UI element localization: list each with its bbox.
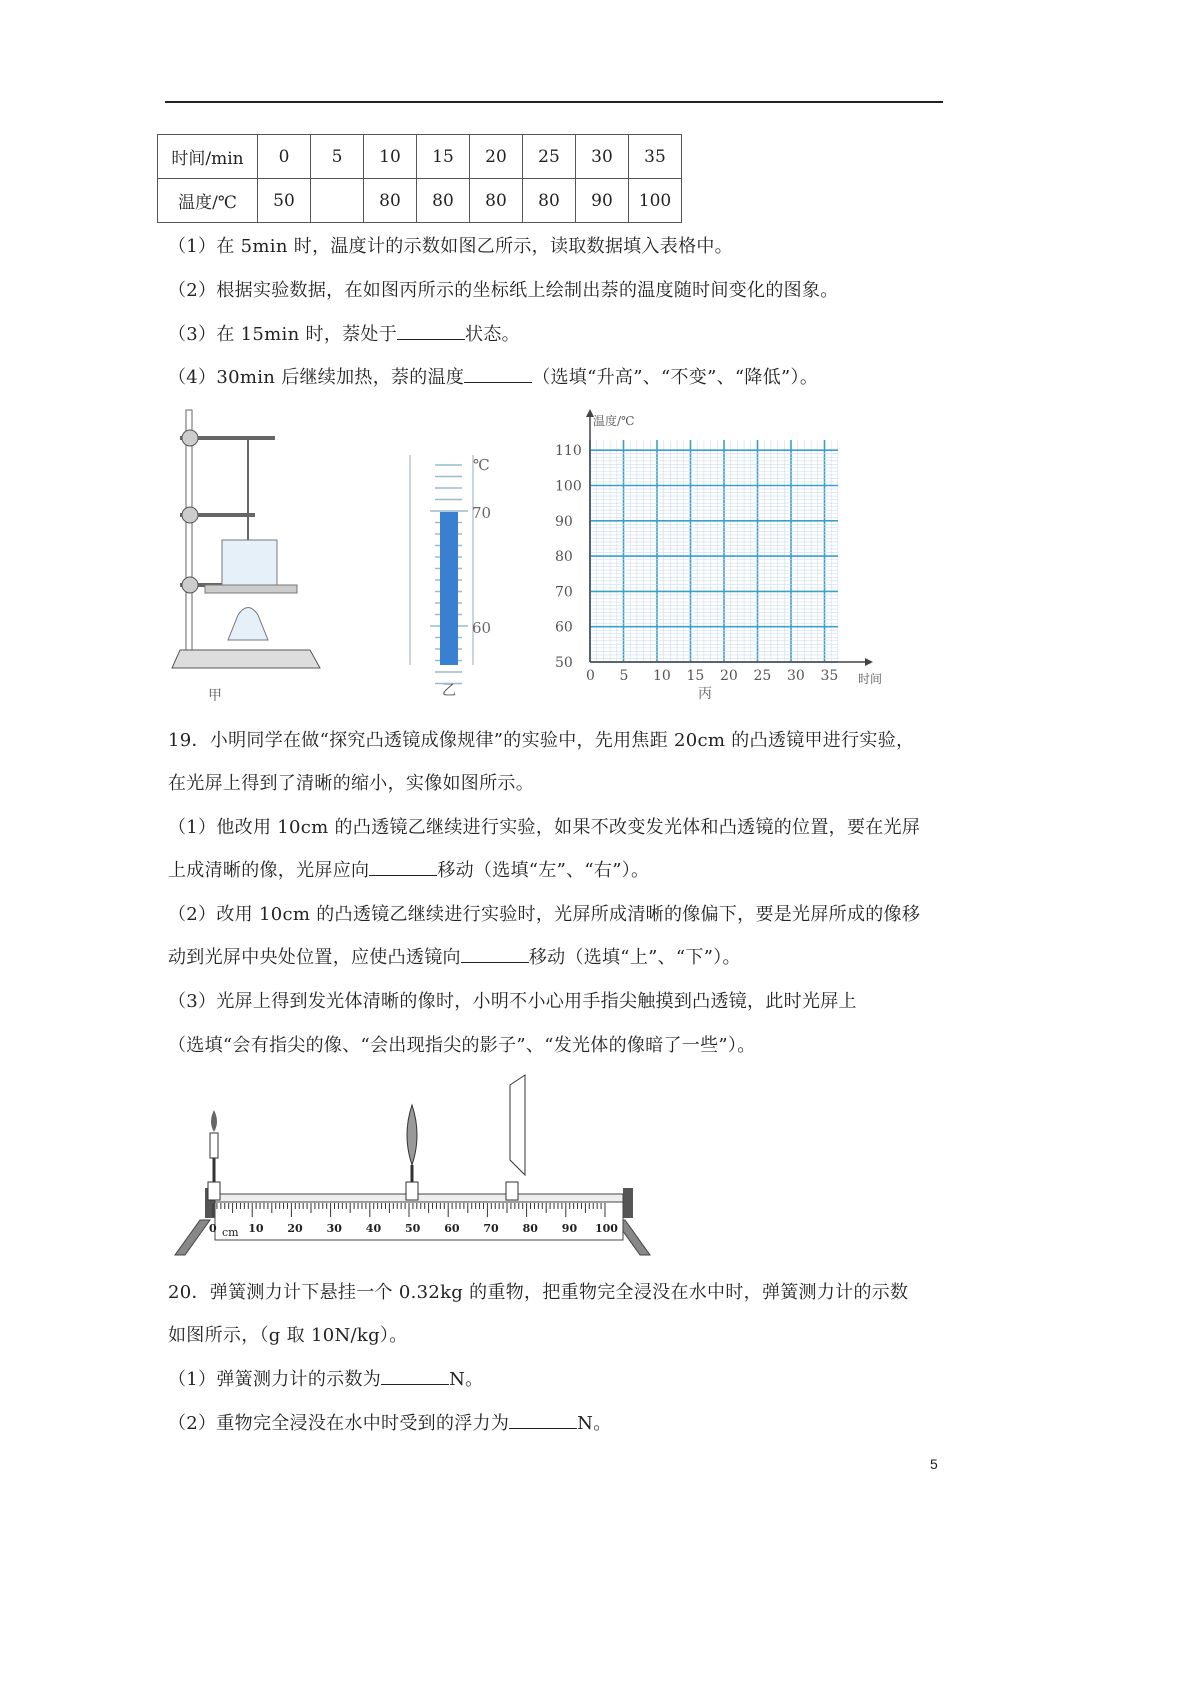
table-cell: 80	[417, 179, 470, 223]
text: （3）在 15min 时，萘处于	[168, 324, 398, 345]
caption-jia: 甲	[208, 688, 222, 704]
q18-sub4	[168, 363, 818, 389]
x-axis-label: 时间	[858, 672, 883, 686]
table-cell: 10	[364, 135, 417, 179]
caption-bing: 丙	[698, 686, 712, 702]
figure-optical-bench	[170, 1070, 670, 1260]
q19-line4	[168, 856, 649, 882]
q20-line3	[168, 1365, 483, 1391]
figure-bing-graph	[540, 405, 900, 705]
y-tick-label: 110	[555, 443, 582, 460]
q19-line7: （3）光屏上得到发光体清晰的像时，小明不小心用手指尖触摸到凸透镜，此时光屏上	[168, 991, 857, 1012]
ruler-label: 0	[209, 1222, 217, 1235]
data-table	[157, 134, 682, 223]
ruler-label: 20	[287, 1222, 303, 1235]
q19-line1: 19．小明同学在做“探究凸透镜成像规律”的实验中，先用焦距 20cm 的凸透镜甲进行实验，	[168, 730, 915, 751]
ruler-label: 40	[365, 1222, 382, 1235]
table-cell: 0	[258, 135, 311, 179]
table-cell: 80	[523, 179, 576, 223]
text: （2）重物完全浸没在水中时受到的浮力为	[168, 1413, 510, 1434]
caption-yi: 乙	[442, 683, 456, 699]
q18-sub1: （1）在 5min 时，温度计的示数如图乙所示，读取数据填入表格中。	[168, 236, 733, 257]
x-tick-label: 25	[753, 668, 772, 684]
table-row	[158, 179, 682, 223]
text: （1）弹簧测力计的示数为	[168, 1369, 382, 1390]
y-axis-label: 温度/℃	[593, 414, 635, 428]
ruler-label: 30	[326, 1222, 342, 1235]
thermo-unit: ℃	[473, 456, 490, 474]
y-tick-label: 70	[555, 584, 573, 601]
text: （选填“升高”、“不变”、“降低”）。	[532, 367, 819, 388]
table-cell: 80	[470, 179, 523, 223]
table-cell: 20	[470, 135, 523, 179]
ruler-label: 100	[595, 1222, 618, 1235]
table-cell: 80	[364, 179, 417, 223]
q19-line3: （1）他改用 10cm 的凸透镜乙继续进行实验，如果不改变发光体和凸透镜的位置，要在光屏	[168, 817, 921, 838]
q19-line2: 在光屏上得到了清晰的缩小，实像如图所示。	[168, 773, 534, 794]
table-cell: 35	[629, 135, 682, 179]
figure-jia-apparatus	[160, 400, 340, 710]
table-cell: 100	[629, 179, 682, 223]
table-header: 温度/℃	[158, 179, 258, 223]
header-rule	[165, 101, 943, 103]
answer-blank[interactable]	[464, 366, 532, 383]
table-header: 时间/min	[158, 135, 258, 179]
answer-blank[interactable]	[461, 946, 529, 963]
q19-line5: （2）改用 10cm 的凸透镜乙继续进行实验时，光屏所成清晰的像偏下，要是光屏所成的像移	[168, 904, 921, 925]
table-cell: 50	[258, 179, 311, 223]
answer-blank[interactable]	[369, 859, 437, 876]
figure-yi-thermometer	[400, 445, 510, 705]
table-cell: 15	[417, 135, 470, 179]
answer-blank[interactable]	[397, 323, 465, 340]
ruler-label: 80	[522, 1222, 538, 1235]
table-cell: 30	[576, 135, 629, 179]
x-tick-label: 15	[686, 668, 705, 684]
q18-sub3	[168, 320, 520, 346]
page-number: 5	[930, 1456, 938, 1472]
table-cell: 5	[311, 135, 364, 179]
q20-line1: 20．弹簧测力计下悬挂一个 0.32kg 的重物，把重物完全浸没在水中时，弹簧测力计的示数	[168, 1282, 909, 1303]
ruler-label: 60	[444, 1222, 460, 1235]
x-tick-label: 10	[653, 668, 671, 684]
table-row	[158, 135, 682, 179]
q20-line4	[168, 1409, 612, 1435]
ruler-label: 70	[483, 1222, 499, 1235]
text: （4）30min 后继续加热，萘的温度	[168, 367, 465, 388]
table-cell-blank	[311, 179, 364, 223]
ruler-label: 10	[248, 1222, 264, 1235]
ruler-label: 50	[405, 1222, 421, 1235]
text: N。	[577, 1413, 612, 1434]
q19-line8: （选填“会有指尖的像、“会出现指尖的影子”、“发光体的像暗了一些”）。	[168, 1035, 756, 1056]
text: 动到光屏中央处位置，应使凸透镜向	[168, 947, 461, 968]
y-tick-label: 80	[555, 549, 573, 566]
text: N。	[449, 1369, 484, 1390]
text: 移动（选填“上”、“下”）。	[528, 947, 741, 968]
y-tick-label: 100	[555, 478, 582, 495]
y-tick-label: 60	[555, 619, 573, 636]
x-tick-label: 0	[586, 668, 595, 684]
thermo-label: 60	[472, 619, 492, 637]
x-tick-label: 20	[720, 668, 738, 684]
text: 移动（选填“左”、“右”）。	[437, 860, 650, 881]
q20-line2: 如图所示，（g 取 10N/kg）。	[168, 1325, 408, 1346]
q18-sub2: （2）根据实验数据，在如图丙所示的坐标纸上绘制出萘的温度随时间变化的图象。	[168, 280, 839, 301]
table-cell: 90	[576, 179, 629, 223]
ruler-label: 90	[561, 1222, 578, 1235]
x-tick-label: 5	[619, 668, 629, 684]
x-tick-label: 35	[820, 668, 839, 684]
y-tick-label: 90	[555, 513, 573, 530]
q19-line6	[168, 943, 741, 969]
ruler-unit: cm	[222, 1226, 239, 1239]
table-cell: 25	[523, 135, 576, 179]
text: 状态。	[465, 324, 520, 345]
text: 上成清晰的像，光屏应向	[168, 860, 370, 881]
thermo-label: 70	[472, 504, 492, 522]
answer-blank[interactable]	[509, 1412, 577, 1429]
x-tick-label: 30	[787, 668, 805, 684]
y-tick-label: 50	[555, 655, 573, 671]
answer-blank[interactable]	[381, 1368, 449, 1385]
